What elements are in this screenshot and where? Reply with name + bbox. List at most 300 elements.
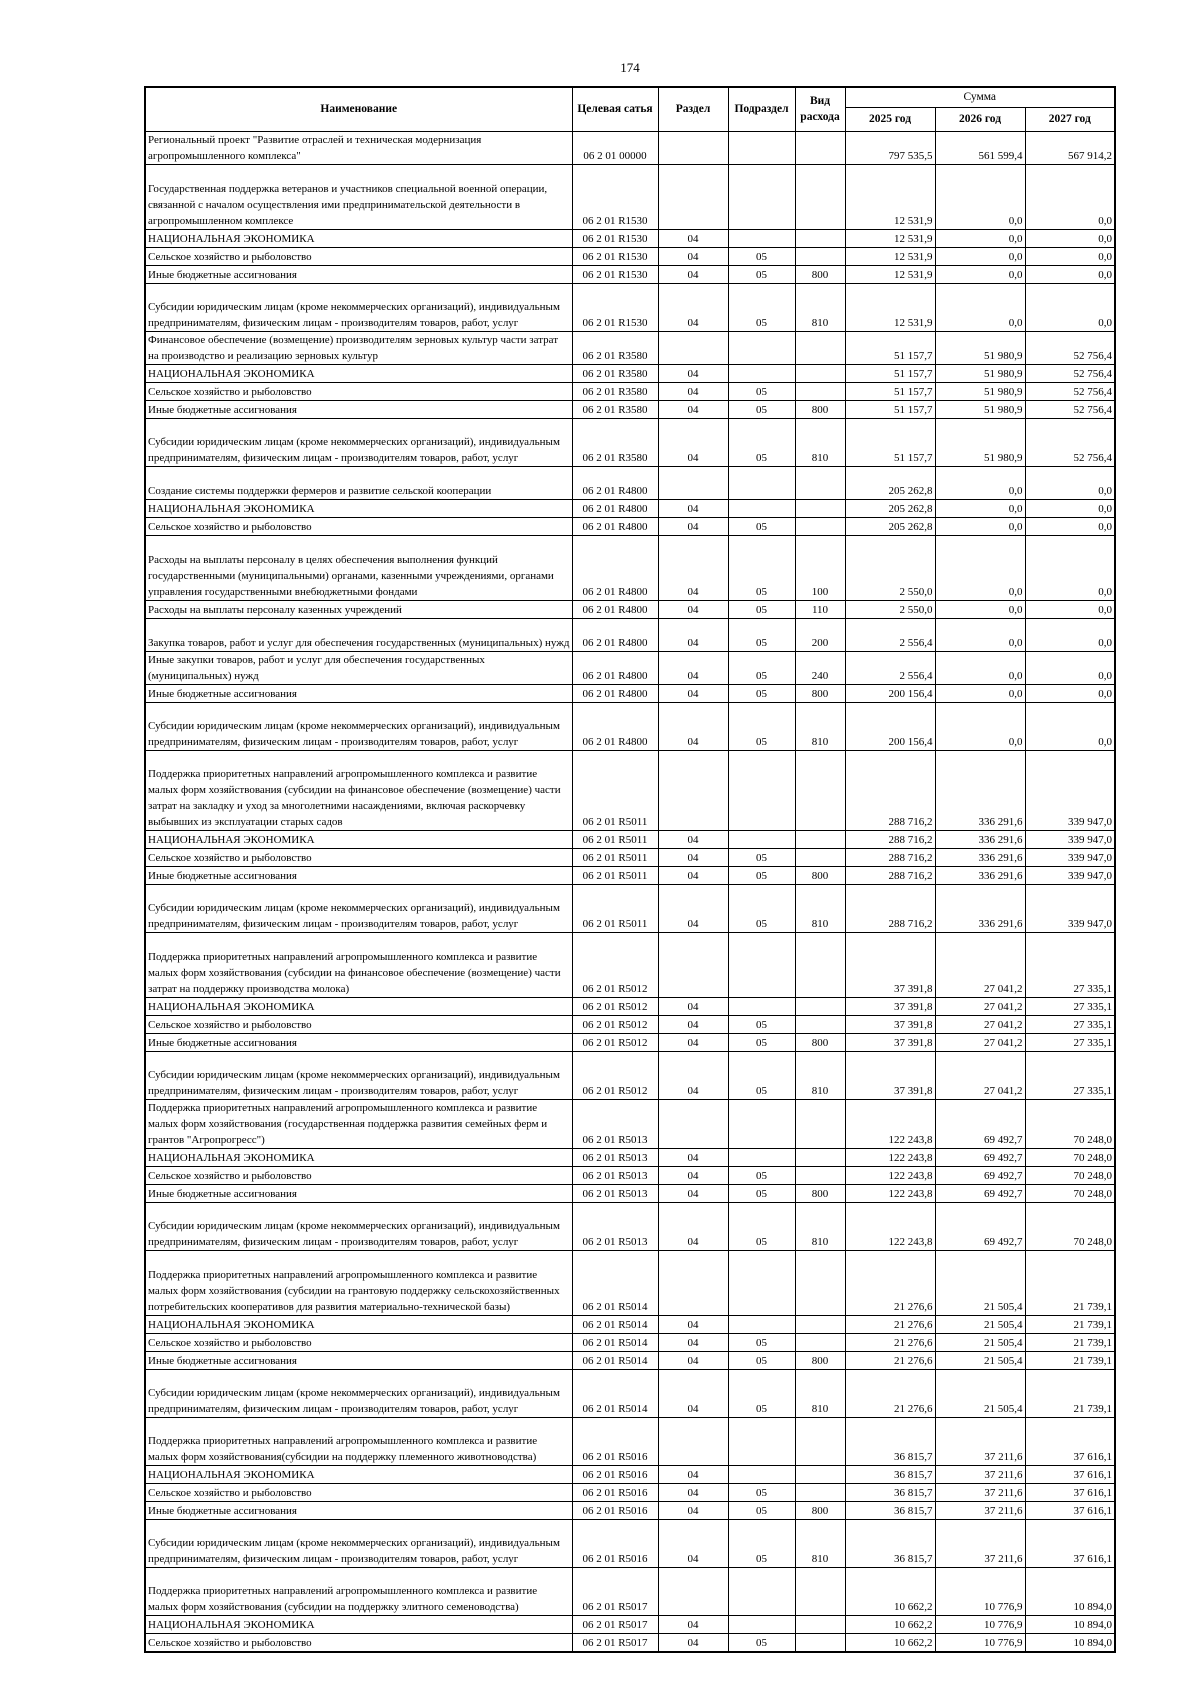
table-row bbox=[145, 1099, 1115, 1148]
row-2026: 0,0 bbox=[935, 517, 1025, 535]
row-expense-type bbox=[795, 499, 845, 517]
row-2027: 0,0 bbox=[1025, 265, 1115, 283]
table-row bbox=[145, 164, 1115, 229]
row-subsection: 05 bbox=[728, 283, 795, 331]
table-row bbox=[145, 651, 1115, 684]
row-expense-type: 800 bbox=[795, 1184, 845, 1202]
row-2026: 69 492,7 bbox=[935, 1184, 1025, 1202]
header-2026: 2026 год bbox=[935, 107, 1025, 131]
row-2026: 0,0 bbox=[935, 618, 1025, 651]
row-2025: 36 815,7 bbox=[845, 1465, 935, 1483]
table-row bbox=[145, 702, 1115, 750]
table-row bbox=[145, 1051, 1115, 1099]
row-subsection: 05 bbox=[728, 651, 795, 684]
row-name: НАЦИОНАЛЬНАЯ ЭКОНОМИКА bbox=[145, 499, 572, 517]
row-section: 04 bbox=[658, 283, 728, 331]
row-section: 04 bbox=[658, 884, 728, 932]
row-2026: 10 776,9 bbox=[935, 1567, 1025, 1615]
row-2026: 0,0 bbox=[935, 466, 1025, 499]
row-2025: 51 157,7 bbox=[845, 418, 935, 466]
row-expense-type: 800 bbox=[795, 684, 845, 702]
row-subsection: 05 bbox=[728, 618, 795, 651]
row-2025: 797 535,5 bbox=[845, 131, 935, 164]
row-target: 06 2 01 R5016 bbox=[572, 1417, 658, 1465]
row-subsection bbox=[728, 830, 795, 848]
row-target: 06 2 01 R1530 bbox=[572, 247, 658, 265]
row-target: 06 2 01 R3580 bbox=[572, 382, 658, 400]
row-2025: 288 716,2 bbox=[845, 866, 935, 884]
row-target: 06 2 01 R4800 bbox=[572, 466, 658, 499]
row-name: Поддержка приоритетных направлений агропромышленного комплекса и развитие малых форм хозяйствования (субсидии на финансовое обеспечение (возмещение) части затрат на поддержку производства молока) bbox=[145, 932, 572, 997]
row-expense-type: 110 bbox=[795, 600, 845, 618]
row-target: 06 2 01 R4800 bbox=[572, 517, 658, 535]
row-expense-type bbox=[795, 848, 845, 866]
row-expense-type: 810 bbox=[795, 1369, 845, 1417]
page-number: 174 bbox=[620, 60, 640, 75]
row-target: 06 2 01 R5012 bbox=[572, 1051, 658, 1099]
row-subsection: 05 bbox=[728, 382, 795, 400]
row-section: 04 bbox=[658, 400, 728, 418]
row-name: Иные бюджетные ассигнования bbox=[145, 1033, 572, 1051]
row-2026: 21 505,4 bbox=[935, 1315, 1025, 1333]
row-subsection: 05 bbox=[728, 265, 795, 283]
row-2025: 21 276,6 bbox=[845, 1351, 935, 1369]
row-2026: 69 492,7 bbox=[935, 1099, 1025, 1148]
row-target: 06 2 01 R5012 bbox=[572, 997, 658, 1015]
row-name: Сельское хозяйство и рыболовство bbox=[145, 247, 572, 265]
row-subsection: 05 bbox=[728, 848, 795, 866]
row-expense-type bbox=[795, 1315, 845, 1333]
row-name: Расходы на выплаты персоналу казенных учреждений bbox=[145, 600, 572, 618]
row-2027: 0,0 bbox=[1025, 535, 1115, 600]
row-expense-type bbox=[795, 364, 845, 382]
row-name: Финансовое обеспечение (возмещение) производителям зерновых культур части затрат на производство и реализацию зерновых культур bbox=[145, 331, 572, 364]
row-2026: 10 776,9 bbox=[935, 1633, 1025, 1652]
row-section bbox=[658, 331, 728, 364]
row-target: 06 2 01 R5011 bbox=[572, 866, 658, 884]
row-2027: 52 756,4 bbox=[1025, 331, 1115, 364]
row-2026: 0,0 bbox=[935, 499, 1025, 517]
table-row bbox=[145, 1483, 1115, 1501]
row-2026: 336 291,6 bbox=[935, 830, 1025, 848]
row-expense-type: 800 bbox=[795, 1501, 845, 1519]
table-row bbox=[145, 1369, 1115, 1417]
row-2025: 122 243,8 bbox=[845, 1099, 935, 1148]
row-2027: 567 914,2 bbox=[1025, 131, 1115, 164]
row-section bbox=[658, 1250, 728, 1315]
row-2025: 37 391,8 bbox=[845, 932, 935, 997]
row-expense-type bbox=[795, 1099, 845, 1148]
row-section: 04 bbox=[658, 247, 728, 265]
row-target: 06 2 01 R4800 bbox=[572, 600, 658, 618]
row-2025: 122 243,8 bbox=[845, 1184, 935, 1202]
row-name: НАЦИОНАЛЬНАЯ ЭКОНОМИКА bbox=[145, 229, 572, 247]
table-row bbox=[145, 1184, 1115, 1202]
row-name: Региональный проект "Развитие отраслей и техническая модернизация агропромышленного комплекса" bbox=[145, 131, 572, 164]
row-expense-type: 200 bbox=[795, 618, 845, 651]
table-body bbox=[145, 131, 1115, 1652]
row-expense-type bbox=[795, 164, 845, 229]
row-2027: 27 335,1 bbox=[1025, 932, 1115, 997]
header-target: Целевая сатья bbox=[572, 87, 658, 131]
row-2027: 0,0 bbox=[1025, 600, 1115, 618]
row-section: 04 bbox=[658, 517, 728, 535]
row-2025: 21 276,6 bbox=[845, 1250, 935, 1315]
row-section: 04 bbox=[658, 684, 728, 702]
row-2026: 37 211,6 bbox=[935, 1417, 1025, 1465]
row-2026: 0,0 bbox=[935, 600, 1025, 618]
row-2027: 37 616,1 bbox=[1025, 1465, 1115, 1483]
row-target: 06 2 01 R1530 bbox=[572, 265, 658, 283]
row-subsection: 05 bbox=[728, 1184, 795, 1202]
row-expense-type: 800 bbox=[795, 1351, 845, 1369]
table-row bbox=[145, 517, 1115, 535]
row-2025: 2 550,0 bbox=[845, 600, 935, 618]
row-subsection: 05 bbox=[728, 247, 795, 265]
row-subsection: 05 bbox=[728, 1202, 795, 1250]
row-subsection: 05 bbox=[728, 400, 795, 418]
row-target: 06 2 01 R4800 bbox=[572, 702, 658, 750]
row-target: 06 2 01 R5013 bbox=[572, 1148, 658, 1166]
row-section: 04 bbox=[658, 866, 728, 884]
row-expense-type: 810 bbox=[795, 702, 845, 750]
row-2027: 37 616,1 bbox=[1025, 1417, 1115, 1465]
row-2027: 339 947,0 bbox=[1025, 750, 1115, 830]
row-section: 04 bbox=[658, 997, 728, 1015]
table-row bbox=[145, 283, 1115, 331]
row-section: 04 bbox=[658, 382, 728, 400]
row-name: Поддержка приоритетных направлений агропромышленного комплекса и развитие малых форм хозяйствования (субсидии на грантовую поддержку сельскохозяйственных потребительских кооперативов для развития материально-технической базы) bbox=[145, 1250, 572, 1315]
table-row bbox=[145, 1615, 1115, 1633]
row-2027: 0,0 bbox=[1025, 247, 1115, 265]
row-subsection: 05 bbox=[728, 535, 795, 600]
table-row bbox=[145, 1465, 1115, 1483]
row-name: Сельское хозяйство и рыболовство bbox=[145, 1333, 572, 1351]
row-2026: 336 291,6 bbox=[935, 866, 1025, 884]
row-section: 04 bbox=[658, 1333, 728, 1351]
row-2027: 37 616,1 bbox=[1025, 1519, 1115, 1567]
row-section: 04 bbox=[658, 499, 728, 517]
row-expense-type: 810 bbox=[795, 283, 845, 331]
row-2026: 27 041,2 bbox=[935, 1015, 1025, 1033]
row-2026: 51 980,9 bbox=[935, 418, 1025, 466]
row-expense-type: 100 bbox=[795, 535, 845, 600]
row-2026: 0,0 bbox=[935, 702, 1025, 750]
row-2025: 36 815,7 bbox=[845, 1417, 935, 1465]
row-name: Расходы на выплаты персоналу в целях обеспечения выполнения функций государственными (муниципальными) органами, казенными учреждениями, органами управления государственными внебюджетными фондами bbox=[145, 535, 572, 600]
table-row bbox=[145, 535, 1115, 600]
row-subsection bbox=[728, 499, 795, 517]
table-row bbox=[145, 684, 1115, 702]
row-section: 04 bbox=[658, 1051, 728, 1099]
row-target: 06 2 01 R3580 bbox=[572, 418, 658, 466]
row-2027: 10 894,0 bbox=[1025, 1633, 1115, 1652]
row-2027: 21 739,1 bbox=[1025, 1369, 1115, 1417]
row-2025: 36 815,7 bbox=[845, 1483, 935, 1501]
row-subsection: 05 bbox=[728, 600, 795, 618]
row-name: Поддержка приоритетных направлений агропромышленного комплекса и развитие малых форм хозяйствования (государственная поддержка развития семейных ферм и грантов "Агропрогресс") bbox=[145, 1099, 572, 1148]
row-2027: 10 894,0 bbox=[1025, 1615, 1115, 1633]
row-expense-type: 810 bbox=[795, 884, 845, 932]
row-target: 06 2 01 R5014 bbox=[572, 1250, 658, 1315]
row-name: Создание системы поддержки фермеров и развитие сельской кооперации bbox=[145, 466, 572, 499]
row-2027: 70 248,0 bbox=[1025, 1202, 1115, 1250]
row-2027: 0,0 bbox=[1025, 283, 1115, 331]
row-2026: 37 211,6 bbox=[935, 1483, 1025, 1501]
row-2026: 0,0 bbox=[935, 247, 1025, 265]
row-name: Сельское хозяйство и рыболовство bbox=[145, 382, 572, 400]
row-section: 04 bbox=[658, 535, 728, 600]
row-subsection: 05 bbox=[728, 1501, 795, 1519]
row-expense-type bbox=[795, 1567, 845, 1615]
row-subsection bbox=[728, 750, 795, 830]
row-target: 06 2 01 R5013 bbox=[572, 1099, 658, 1148]
row-2027: 21 739,1 bbox=[1025, 1333, 1115, 1351]
row-section: 04 bbox=[658, 1184, 728, 1202]
row-name: Субсидии юридическим лицам (кроме некоммерческих организаций), индивидуальным предпринимателям, физическим лицам - производителям товаров, работ, услуг bbox=[145, 884, 572, 932]
row-2027: 21 739,1 bbox=[1025, 1351, 1115, 1369]
row-expense-type bbox=[795, 932, 845, 997]
row-2025: 21 276,6 bbox=[845, 1369, 935, 1417]
row-subsection: 05 bbox=[728, 884, 795, 932]
row-expense-type bbox=[795, 247, 845, 265]
row-name: Субсидии юридическим лицам (кроме некоммерческих организаций), индивидуальным предпринимателям, физическим лицам - производителям товаров, работ, услуг bbox=[145, 418, 572, 466]
row-subsection: 05 bbox=[728, 684, 795, 702]
row-subsection: 05 bbox=[728, 1166, 795, 1184]
row-section: 04 bbox=[658, 1483, 728, 1501]
row-2026: 21 505,4 bbox=[935, 1333, 1025, 1351]
row-target: 06 2 01 R4800 bbox=[572, 618, 658, 651]
row-name: Поддержка приоритетных направлений агропромышленного комплекса и развитие малых форм хозяйствования(субсидии на поддержку племенного животноводства) bbox=[145, 1417, 572, 1465]
budget-table bbox=[144, 86, 1116, 1653]
row-expense-type bbox=[795, 1166, 845, 1184]
row-subsection: 05 bbox=[728, 1015, 795, 1033]
row-2026: 69 492,7 bbox=[935, 1166, 1025, 1184]
table-row bbox=[145, 1417, 1115, 1465]
row-2025: 21 276,6 bbox=[845, 1315, 935, 1333]
row-name: Иные закупки товаров, работ и услуг для обеспечения государственных (муниципальных) нужд bbox=[145, 651, 572, 684]
row-2025: 10 662,2 bbox=[845, 1615, 935, 1633]
row-name: Сельское хозяйство и рыболовство bbox=[145, 1166, 572, 1184]
table-row bbox=[145, 1333, 1115, 1351]
row-subsection bbox=[728, 466, 795, 499]
row-subsection: 05 bbox=[728, 702, 795, 750]
row-subsection: 05 bbox=[728, 866, 795, 884]
row-name: Государственная поддержка ветеранов и участников специальной военной операции, связанной с началом осуществления ими предпринимательской деятельности в агропромышленном комплексе bbox=[145, 164, 572, 229]
header-section: Раздел bbox=[658, 87, 728, 131]
row-2027: 70 248,0 bbox=[1025, 1099, 1115, 1148]
row-2027: 0,0 bbox=[1025, 618, 1115, 651]
row-expense-type bbox=[795, 830, 845, 848]
row-target: 06 2 01 R5013 bbox=[572, 1184, 658, 1202]
row-subsection: 05 bbox=[728, 1369, 795, 1417]
row-section: 04 bbox=[658, 1166, 728, 1184]
row-2025: 12 531,9 bbox=[845, 265, 935, 283]
row-subsection: 05 bbox=[728, 1333, 795, 1351]
table-row bbox=[145, 1519, 1115, 1567]
row-section: 04 bbox=[658, 1351, 728, 1369]
row-section: 04 bbox=[658, 1148, 728, 1166]
row-name: Субсидии юридическим лицам (кроме некоммерческих организаций), индивидуальным предпринимателям, физическим лицам - производителям товаров, работ, услуг bbox=[145, 1202, 572, 1250]
row-target: 06 2 01 R5016 bbox=[572, 1501, 658, 1519]
row-2027: 0,0 bbox=[1025, 651, 1115, 684]
row-section: 04 bbox=[658, 651, 728, 684]
row-target: 06 2 01 R5013 bbox=[572, 1202, 658, 1250]
row-section bbox=[658, 466, 728, 499]
row-2026: 0,0 bbox=[935, 164, 1025, 229]
row-2027: 70 248,0 bbox=[1025, 1148, 1115, 1166]
row-2027: 339 947,0 bbox=[1025, 830, 1115, 848]
row-section: 04 bbox=[658, 1501, 728, 1519]
row-name: Сельское хозяйство и рыболовство bbox=[145, 1633, 572, 1652]
header-name: Наименование bbox=[145, 87, 572, 131]
row-subsection bbox=[728, 364, 795, 382]
row-2025: 12 531,9 bbox=[845, 247, 935, 265]
row-2025: 37 391,8 bbox=[845, 997, 935, 1015]
row-subsection bbox=[728, 1465, 795, 1483]
row-name: Иные бюджетные ассигнования bbox=[145, 684, 572, 702]
row-section: 04 bbox=[658, 600, 728, 618]
row-2025: 122 243,8 bbox=[845, 1202, 935, 1250]
row-subsection bbox=[728, 331, 795, 364]
row-2026: 336 291,6 bbox=[935, 750, 1025, 830]
row-target: 06 2 01 R5016 bbox=[572, 1483, 658, 1501]
row-expense-type bbox=[795, 517, 845, 535]
row-subsection: 05 bbox=[728, 418, 795, 466]
row-section: 04 bbox=[658, 1369, 728, 1417]
row-section: 04 bbox=[658, 265, 728, 283]
table-row bbox=[145, 466, 1115, 499]
row-2027: 52 756,4 bbox=[1025, 400, 1115, 418]
row-2027: 339 947,0 bbox=[1025, 848, 1115, 866]
row-2026: 27 041,2 bbox=[935, 1033, 1025, 1051]
row-2027: 0,0 bbox=[1025, 229, 1115, 247]
row-2025: 205 262,8 bbox=[845, 499, 935, 517]
row-section: 04 bbox=[658, 1465, 728, 1483]
row-name: Сельское хозяйство и рыболовство bbox=[145, 1483, 572, 1501]
row-expense-type: 810 bbox=[795, 1202, 845, 1250]
row-expense-type bbox=[795, 750, 845, 830]
row-section: 04 bbox=[658, 1033, 728, 1051]
table-row bbox=[145, 229, 1115, 247]
table-row bbox=[145, 400, 1115, 418]
row-2025: 51 157,7 bbox=[845, 364, 935, 382]
row-expense-type bbox=[795, 382, 845, 400]
row-name: Иные бюджетные ассигнования bbox=[145, 1184, 572, 1202]
row-2026: 0,0 bbox=[935, 535, 1025, 600]
row-name: НАЦИОНАЛЬНАЯ ЭКОНОМИКА bbox=[145, 1148, 572, 1166]
row-2027: 0,0 bbox=[1025, 684, 1115, 702]
row-2027: 27 335,1 bbox=[1025, 1015, 1115, 1033]
row-expense-type bbox=[795, 1465, 845, 1483]
row-2027: 0,0 bbox=[1025, 702, 1115, 750]
row-target: 06 2 01 R5017 bbox=[572, 1567, 658, 1615]
table-row bbox=[145, 618, 1115, 651]
row-target: 06 2 01 R4800 bbox=[572, 684, 658, 702]
row-target: 06 2 01 R1530 bbox=[572, 283, 658, 331]
table-header bbox=[145, 87, 1115, 131]
row-2026: 51 980,9 bbox=[935, 331, 1025, 364]
row-target: 06 2 01 R5016 bbox=[572, 1465, 658, 1483]
row-2027: 21 739,1 bbox=[1025, 1315, 1115, 1333]
header-2027: 2027 год bbox=[1025, 107, 1115, 131]
row-expense-type: 800 bbox=[795, 265, 845, 283]
row-2027: 339 947,0 bbox=[1025, 866, 1115, 884]
row-name: НАЦИОНАЛЬНАЯ ЭКОНОМИКА bbox=[145, 830, 572, 848]
row-2027: 52 756,4 bbox=[1025, 418, 1115, 466]
row-expense-type bbox=[795, 1148, 845, 1166]
row-2025: 10 662,2 bbox=[845, 1567, 935, 1615]
table-row bbox=[145, 1033, 1115, 1051]
row-2026: 37 211,6 bbox=[935, 1519, 1025, 1567]
row-section: 04 bbox=[658, 1015, 728, 1033]
row-section bbox=[658, 932, 728, 997]
table-row bbox=[145, 866, 1115, 884]
row-2025: 122 243,8 bbox=[845, 1148, 935, 1166]
row-2025: 21 276,6 bbox=[845, 1333, 935, 1351]
row-section: 04 bbox=[658, 830, 728, 848]
row-target: 06 2 01 R3580 bbox=[572, 331, 658, 364]
row-name: Субсидии юридическим лицам (кроме некоммерческих организаций), индивидуальным предпринимателям, физическим лицам - производителям товаров, работ, услуг bbox=[145, 1519, 572, 1567]
table-row bbox=[145, 1315, 1115, 1333]
row-subsection bbox=[728, 1615, 795, 1633]
row-2025: 122 243,8 bbox=[845, 1166, 935, 1184]
row-2025: 12 531,9 bbox=[845, 164, 935, 229]
row-2026: 0,0 bbox=[935, 283, 1025, 331]
row-section: 04 bbox=[658, 364, 728, 382]
row-2025: 12 531,9 bbox=[845, 229, 935, 247]
row-2027: 70 248,0 bbox=[1025, 1184, 1115, 1202]
row-2025: 36 815,7 bbox=[845, 1519, 935, 1567]
table-row bbox=[145, 364, 1115, 382]
row-2025: 288 716,2 bbox=[845, 848, 935, 866]
row-subsection bbox=[728, 1567, 795, 1615]
header-subsection: Подраздел bbox=[728, 87, 795, 131]
row-subsection: 05 bbox=[728, 517, 795, 535]
row-2025: 205 262,8 bbox=[845, 517, 935, 535]
row-name: Иные бюджетные ассигнования bbox=[145, 1351, 572, 1369]
row-2026: 69 492,7 bbox=[935, 1202, 1025, 1250]
table-row bbox=[145, 331, 1115, 364]
row-2026: 0,0 bbox=[935, 229, 1025, 247]
row-target: 06 2 01 R5012 bbox=[572, 932, 658, 997]
row-2026: 37 211,6 bbox=[935, 1465, 1025, 1483]
row-target: 06 2 01 R5014 bbox=[572, 1333, 658, 1351]
row-2027: 27 335,1 bbox=[1025, 997, 1115, 1015]
row-2025: 51 157,7 bbox=[845, 382, 935, 400]
row-2027: 27 335,1 bbox=[1025, 1033, 1115, 1051]
row-2027: 0,0 bbox=[1025, 466, 1115, 499]
row-expense-type: 810 bbox=[795, 1051, 845, 1099]
row-expense-type: 240 bbox=[795, 651, 845, 684]
table-row bbox=[145, 848, 1115, 866]
row-2027: 0,0 bbox=[1025, 499, 1115, 517]
table-row bbox=[145, 884, 1115, 932]
row-target: 06 2 01 R3580 bbox=[572, 400, 658, 418]
row-2026: 27 041,2 bbox=[935, 997, 1025, 1015]
row-2026: 0,0 bbox=[935, 684, 1025, 702]
row-subsection bbox=[728, 131, 795, 164]
row-2025: 51 157,7 bbox=[845, 331, 935, 364]
row-expense-type bbox=[795, 1633, 845, 1652]
row-expense-type: 800 bbox=[795, 866, 845, 884]
table-row bbox=[145, 418, 1115, 466]
row-name: Сельское хозяйство и рыболовство bbox=[145, 848, 572, 866]
row-expense-type bbox=[795, 131, 845, 164]
header-sum: Сумма bbox=[845, 87, 1115, 107]
row-2025: 288 716,2 bbox=[845, 750, 935, 830]
row-expense-type bbox=[795, 1615, 845, 1633]
